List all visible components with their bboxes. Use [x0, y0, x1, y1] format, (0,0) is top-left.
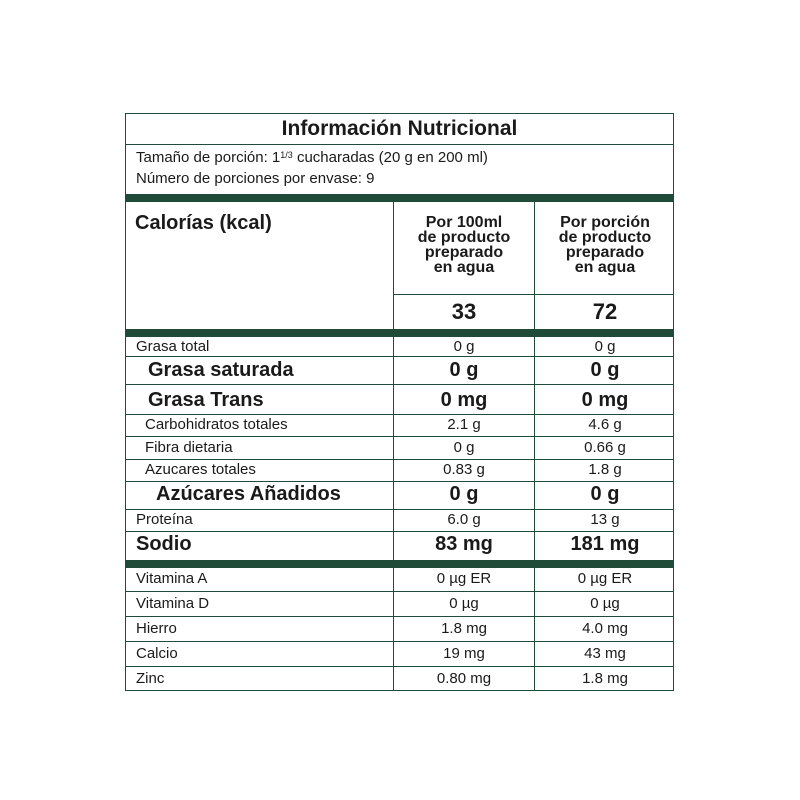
nutrient-label: Grasa total [136, 338, 210, 355]
nutrient-label: Azúcares Añadidos [156, 483, 341, 505]
header-line: Por porción [560, 214, 650, 231]
nutrient-label: Carbohidratos totales [145, 416, 288, 433]
row-divider [126, 531, 673, 532]
value-per-serving: 0.66 g [584, 439, 626, 456]
value-per-serving: 4.6 g [588, 416, 622, 433]
value-per-serving: 0 µg [590, 595, 620, 612]
nutrient-label: Fibra dietaria [145, 439, 233, 456]
thick-divider [126, 194, 673, 202]
value-per-serving: 4.0 mg [582, 620, 628, 637]
vitamin-label: Hierro [136, 620, 177, 637]
header-line: en agua [433, 259, 495, 276]
value-per-100ml: 0 µg ER [436, 570, 492, 587]
nutrient-label: Grasa saturada [148, 359, 294, 381]
header-line: preparado [424, 244, 504, 261]
header-line: preparado [565, 244, 645, 261]
value-per-100ml: 19 mg [443, 645, 485, 662]
row-divider [126, 459, 673, 460]
vitamin-label: Calcio [136, 645, 178, 662]
nutrient-label: Sodio [136, 533, 192, 555]
value-per-100ml: 1.8 mg [441, 620, 487, 637]
value-per-100ml: 6.0 g [447, 511, 481, 528]
value-per-100ml: 0 g [449, 483, 479, 505]
value-per-serving: 13 g [590, 511, 620, 528]
header-line: Por 100ml [425, 214, 503, 231]
column-header-per-serving [535, 215, 675, 275]
nutrition-facts-panel [125, 113, 674, 691]
calories-per-100ml: 33 [451, 299, 477, 324]
nutrient-label: Grasa Trans [148, 389, 264, 411]
value-per-100ml: 0 µg [449, 595, 479, 612]
vitamin-label: Zinc [136, 670, 165, 687]
value-per-serving: 0 g [590, 483, 620, 505]
value-per-100ml: 0.83 g [443, 461, 485, 478]
thick-divider [126, 329, 673, 337]
value-per-serving: 0 g [594, 338, 616, 355]
calories-per-serving: 72 [592, 299, 618, 324]
vitamin-label: Vitamina A [136, 570, 208, 587]
serving-size-fraction: 1/3 [280, 150, 293, 160]
calories-label: Calorías (kcal) [135, 212, 272, 234]
value-per-serving: 43 mg [584, 645, 626, 662]
value-per-serving: 181 mg [570, 533, 640, 555]
header-line: de producto [558, 229, 652, 246]
value-per-serving: 0 µg ER [577, 570, 633, 587]
nutrient-label: Proteína [136, 511, 193, 528]
value-per-serving: 1.8 g [588, 461, 622, 478]
value-per-serving: 0 g [590, 359, 620, 381]
thick-divider [126, 560, 673, 568]
value-per-100ml: 0 g [453, 439, 475, 456]
serving-size-suffix: cucharadas (20 g en 200 ml) [292, 149, 488, 166]
row-divider [126, 591, 673, 592]
value-per-100ml: 0 g [453, 338, 475, 355]
value-per-100ml: 0 g [449, 359, 479, 381]
row-divider [126, 641, 673, 642]
row-divider [126, 509, 673, 510]
row-divider [126, 384, 673, 385]
column-header-per-100ml [394, 215, 534, 275]
header-line: de producto [417, 229, 511, 246]
header-line: en agua [574, 259, 636, 276]
serving-size-prefix: Tamaño de porción: 1 [136, 149, 281, 166]
row-divider [126, 616, 673, 617]
calories-divider [393, 294, 673, 295]
value-per-serving: 1.8 mg [582, 670, 628, 687]
value-per-100ml: 0.80 mg [436, 670, 492, 687]
vitamin-label: Vitamina D [136, 595, 210, 612]
row-divider [126, 666, 673, 667]
value-per-serving: 0 mg [581, 389, 629, 411]
serving-size [136, 148, 488, 167]
row-divider [126, 356, 673, 357]
divider [126, 144, 673, 145]
value-per-100ml: 0 mg [440, 389, 488, 411]
row-divider [126, 436, 673, 437]
value-per-100ml: 83 mg [435, 533, 493, 555]
nutrient-label: Azucares totales [145, 461, 256, 478]
servings-per-container: Número de porciones por envase: 9 [136, 170, 375, 187]
row-divider [126, 414, 673, 415]
panel-title: Información Nutricional [281, 117, 518, 140]
value-per-100ml: 2.1 g [447, 416, 481, 433]
row-divider [126, 481, 673, 482]
